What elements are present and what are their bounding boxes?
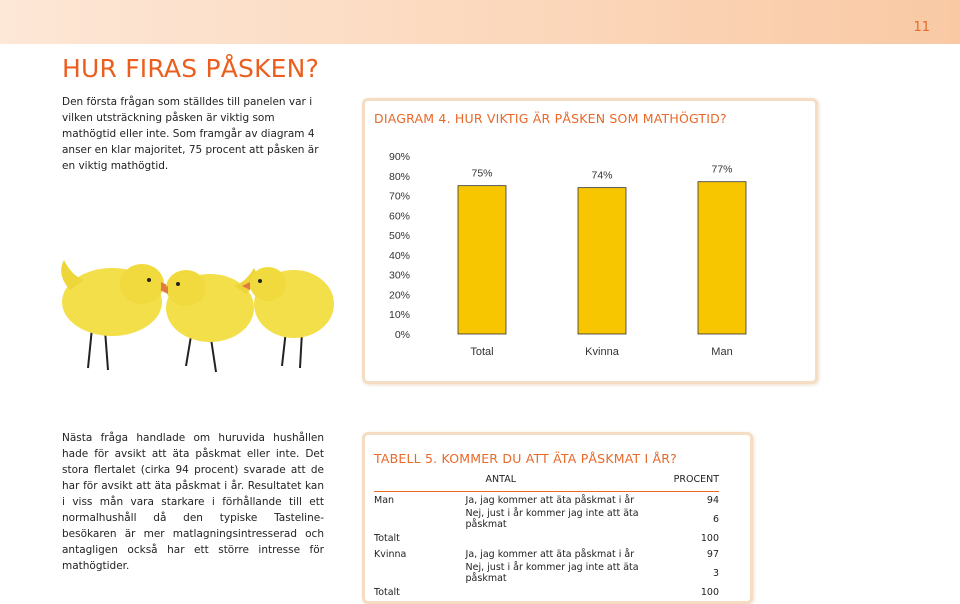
row-value-cell: 6 (712, 513, 719, 525)
table-header-row (374, 471, 719, 492)
intro-paragraph: Den första frågan som ställdes till panelen var i vilken utsträckning påsken är viktig som mathögtid eller inte. Som framgår av diagram 4 anser en klar majoritet, 75 procent att påsken är en viktig mathögtid. (62, 96, 319, 172)
bar-value-label: 75% (471, 167, 493, 180)
bar (458, 186, 506, 334)
bar (578, 188, 626, 334)
row-group-cell: Kvinna (374, 548, 407, 560)
table-header: PROCENT (674, 471, 719, 492)
row-group-cell: Totalt (374, 586, 400, 598)
chick-right (242, 267, 334, 368)
table-title: TABELL 5. KOMMER DU ATT ÄTA PÅSKMAT I ÅR? (374, 451, 678, 466)
data-table (374, 471, 719, 600)
table-header (374, 471, 466, 492)
y-tick-label: 30% (388, 269, 410, 282)
y-tick-label: 80% (388, 170, 410, 183)
row-value-cell: 97 (706, 548, 719, 560)
top-banner (0, 0, 960, 44)
y-tick-label: 90% (388, 151, 410, 163)
y-tick-label: 60% (388, 210, 410, 223)
y-tick-label: 40% (388, 249, 410, 262)
row-value-cell: 100 (700, 586, 719, 598)
chart-title: DIAGRAM 4. HUR VIKTIG ÄR PÅSKEN SOM MATHÖGTID? (374, 111, 727, 126)
row-group-cell: Man (374, 494, 395, 506)
row-answer-cell (466, 530, 674, 546)
chick-left (61, 260, 169, 370)
row-value-cell: 3 (712, 567, 719, 579)
bar-chart (365, 101, 815, 381)
table-header: ANTAL (466, 471, 674, 492)
y-tick-label: 0% (394, 329, 410, 341)
y-tick-label: 20% (388, 289, 410, 302)
x-category-label: Man (711, 346, 733, 358)
chart-card (362, 98, 818, 384)
row-value-cell: 100 (700, 532, 719, 544)
x-category-label: Total (470, 346, 494, 358)
row-value-cell: 94 (706, 494, 719, 506)
table-row (374, 492, 719, 509)
y-tick-label: 10% (388, 309, 410, 322)
bar-value-label: 74% (591, 169, 613, 182)
row-answer-cell: Nej, just i år kommer jag inte att äta påskmat (465, 562, 639, 584)
row-answer-cell: Ja, jag kommer att äta påskmat i år (465, 548, 635, 560)
bar (698, 182, 746, 334)
chick-middle (160, 268, 257, 372)
page-number: 11 (913, 20, 930, 35)
table-row (374, 530, 719, 546)
easter-chicks-image (50, 250, 340, 380)
row-group-cell (374, 562, 466, 584)
row-group-cell: Totalt (374, 532, 400, 544)
y-tick-label: 50% (388, 230, 410, 243)
row-group-cell (374, 508, 466, 530)
table-row (374, 546, 719, 562)
table-row (374, 584, 719, 600)
x-category-label: Kvinna (585, 346, 619, 358)
page-title: HUR FIRAS PÅSKEN? (62, 54, 320, 83)
bar-value-label: 77% (711, 163, 733, 176)
body-paragraph: Nästa fråga handlade om huruvida hushållen hade för avsikt att äta påskmat eller inte. Det stora flertalet (cirka 94 procent) svarade att de har för avsikt att äta påskmat i år. Resultatet kan i viss mån vara starkare i förhållande till ett normalhushåll då den typiske Tasteline-besökaren är mer matlagningsintresserad och antagligen också har ett större intresse för mathögtider. (62, 432, 324, 572)
table-card (362, 432, 753, 604)
table-row (374, 562, 719, 584)
row-answer-cell (466, 584, 674, 600)
row-answer-cell: Nej, just i år kommer jag inte att äta påskmat (465, 508, 639, 530)
y-tick-label: 70% (388, 190, 410, 203)
row-answer-cell: Ja, jag kommer att äta påskmat i år (465, 494, 635, 506)
table-row (374, 508, 719, 530)
